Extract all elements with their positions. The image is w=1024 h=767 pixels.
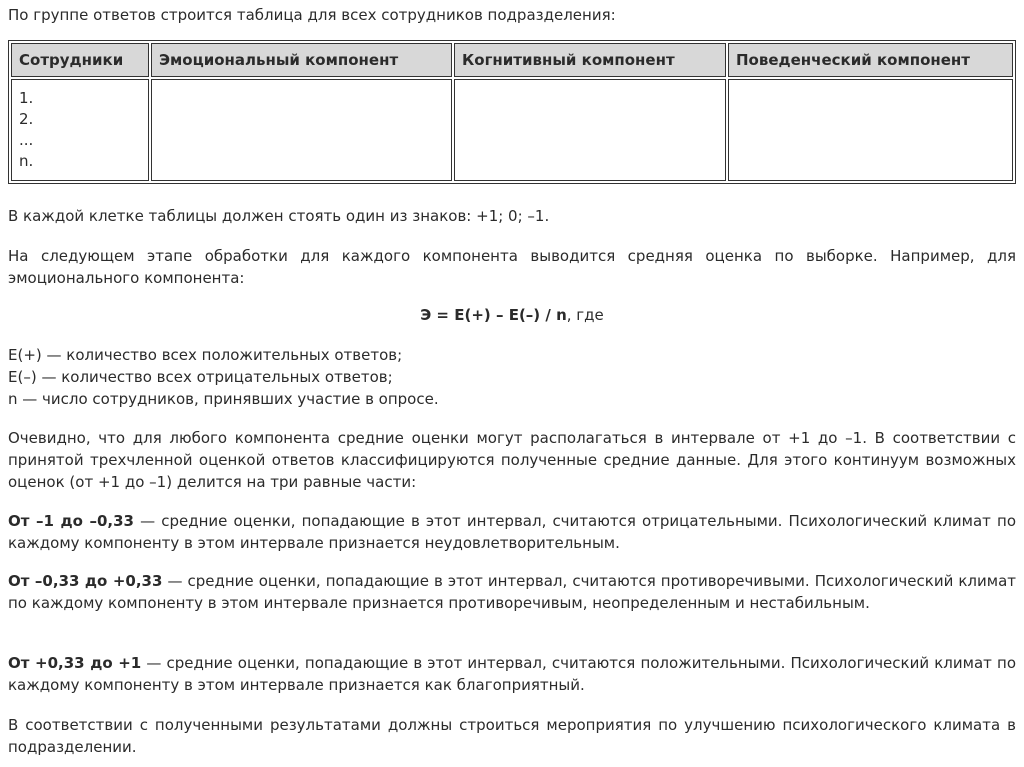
range-label: От –1 до –0,33: [8, 512, 134, 530]
range-text: — средние оценки, попадающие в этот интервал, считаются положительными. Психологический климат по каждому компоненту в этом интервале признается как благоприятный.: [8, 654, 1016, 694]
row-number: 1.: [19, 89, 34, 107]
definitions-list: [8, 344, 439, 410]
employees-cell: [11, 79, 149, 181]
emotional-cell: [151, 79, 452, 181]
definition-item: E(+) — количество всех положительных ответов;: [8, 346, 403, 364]
cognitive-cell: [454, 79, 726, 181]
range-text: — средние оценки, попадающие в этот интервал, считаются противоречивыми. Психологический климат по каждому компоненту в этом интервале признается противоречивым, неопределенным и нестабильным.: [8, 572, 1017, 612]
conclusion-text: В соответствии с полученными результатами должны строиться мероприятия по улучшению психологического климата в подразделении.: [8, 716, 1016, 756]
row-number: 2.: [19, 110, 34, 128]
range-positive: [8, 652, 1016, 696]
header-emotional: Эмоциональный компонент: [151, 43, 452, 77]
behavioral-cell: [728, 79, 1013, 181]
signs-note: В каждой клетке таблицы должен стоять один из знаков: +1; 0; –1.: [8, 207, 550, 225]
header-cognitive: Когнитивный компонент: [454, 43, 726, 77]
range-negative: [8, 510, 1016, 554]
next-step-text: На следующем этапе обработки для каждого компонента выводится средняя оценка по выборке. Например, для эмоционального компонента:: [8, 247, 1016, 287]
row-number: n.: [19, 152, 34, 170]
table-row: [11, 79, 1013, 181]
header-employees: Сотрудники: [11, 43, 149, 77]
range-label: От +0,33 до +1: [8, 654, 142, 672]
formula-expression: Э = E(+) – E(–) / n: [420, 306, 567, 324]
definition-item: E(–) — количество всех отрицательных ответов;: [8, 368, 393, 386]
definition-item: n — число сотрудников, принявших участие в опросе.: [8, 390, 439, 408]
formula: [8, 304, 1016, 326]
interval-note: Очевидно, что для любого компонента средние оценки могут располагаться в интервале от +1 до –1. В соответствии с принятой трехчленной оценкой ответов классифицируются полученные средние данные. Для этого континуум возможных оценок (от +1 до –1) делится на три равные части:: [8, 429, 1016, 491]
header-behavioral: Поведенческий компонент: [728, 43, 1013, 77]
row-number: ...: [19, 131, 34, 149]
formula-suffix: , где: [566, 306, 604, 324]
range-label: От –0,33 до +0,33: [8, 572, 163, 590]
range-text: — средние оценки, попадающие в этот интервал, считаются отрицательными. Психологический климат по каждому компоненту в этом интервале признается неудовлетворительным.: [8, 512, 1016, 552]
intro-text: По группе ответов строится таблица для всех сотрудников подразделения:: [8, 6, 616, 24]
employees-table: [8, 40, 1016, 184]
range-neutral: [8, 570, 1016, 614]
table-header-row: [11, 43, 1013, 77]
